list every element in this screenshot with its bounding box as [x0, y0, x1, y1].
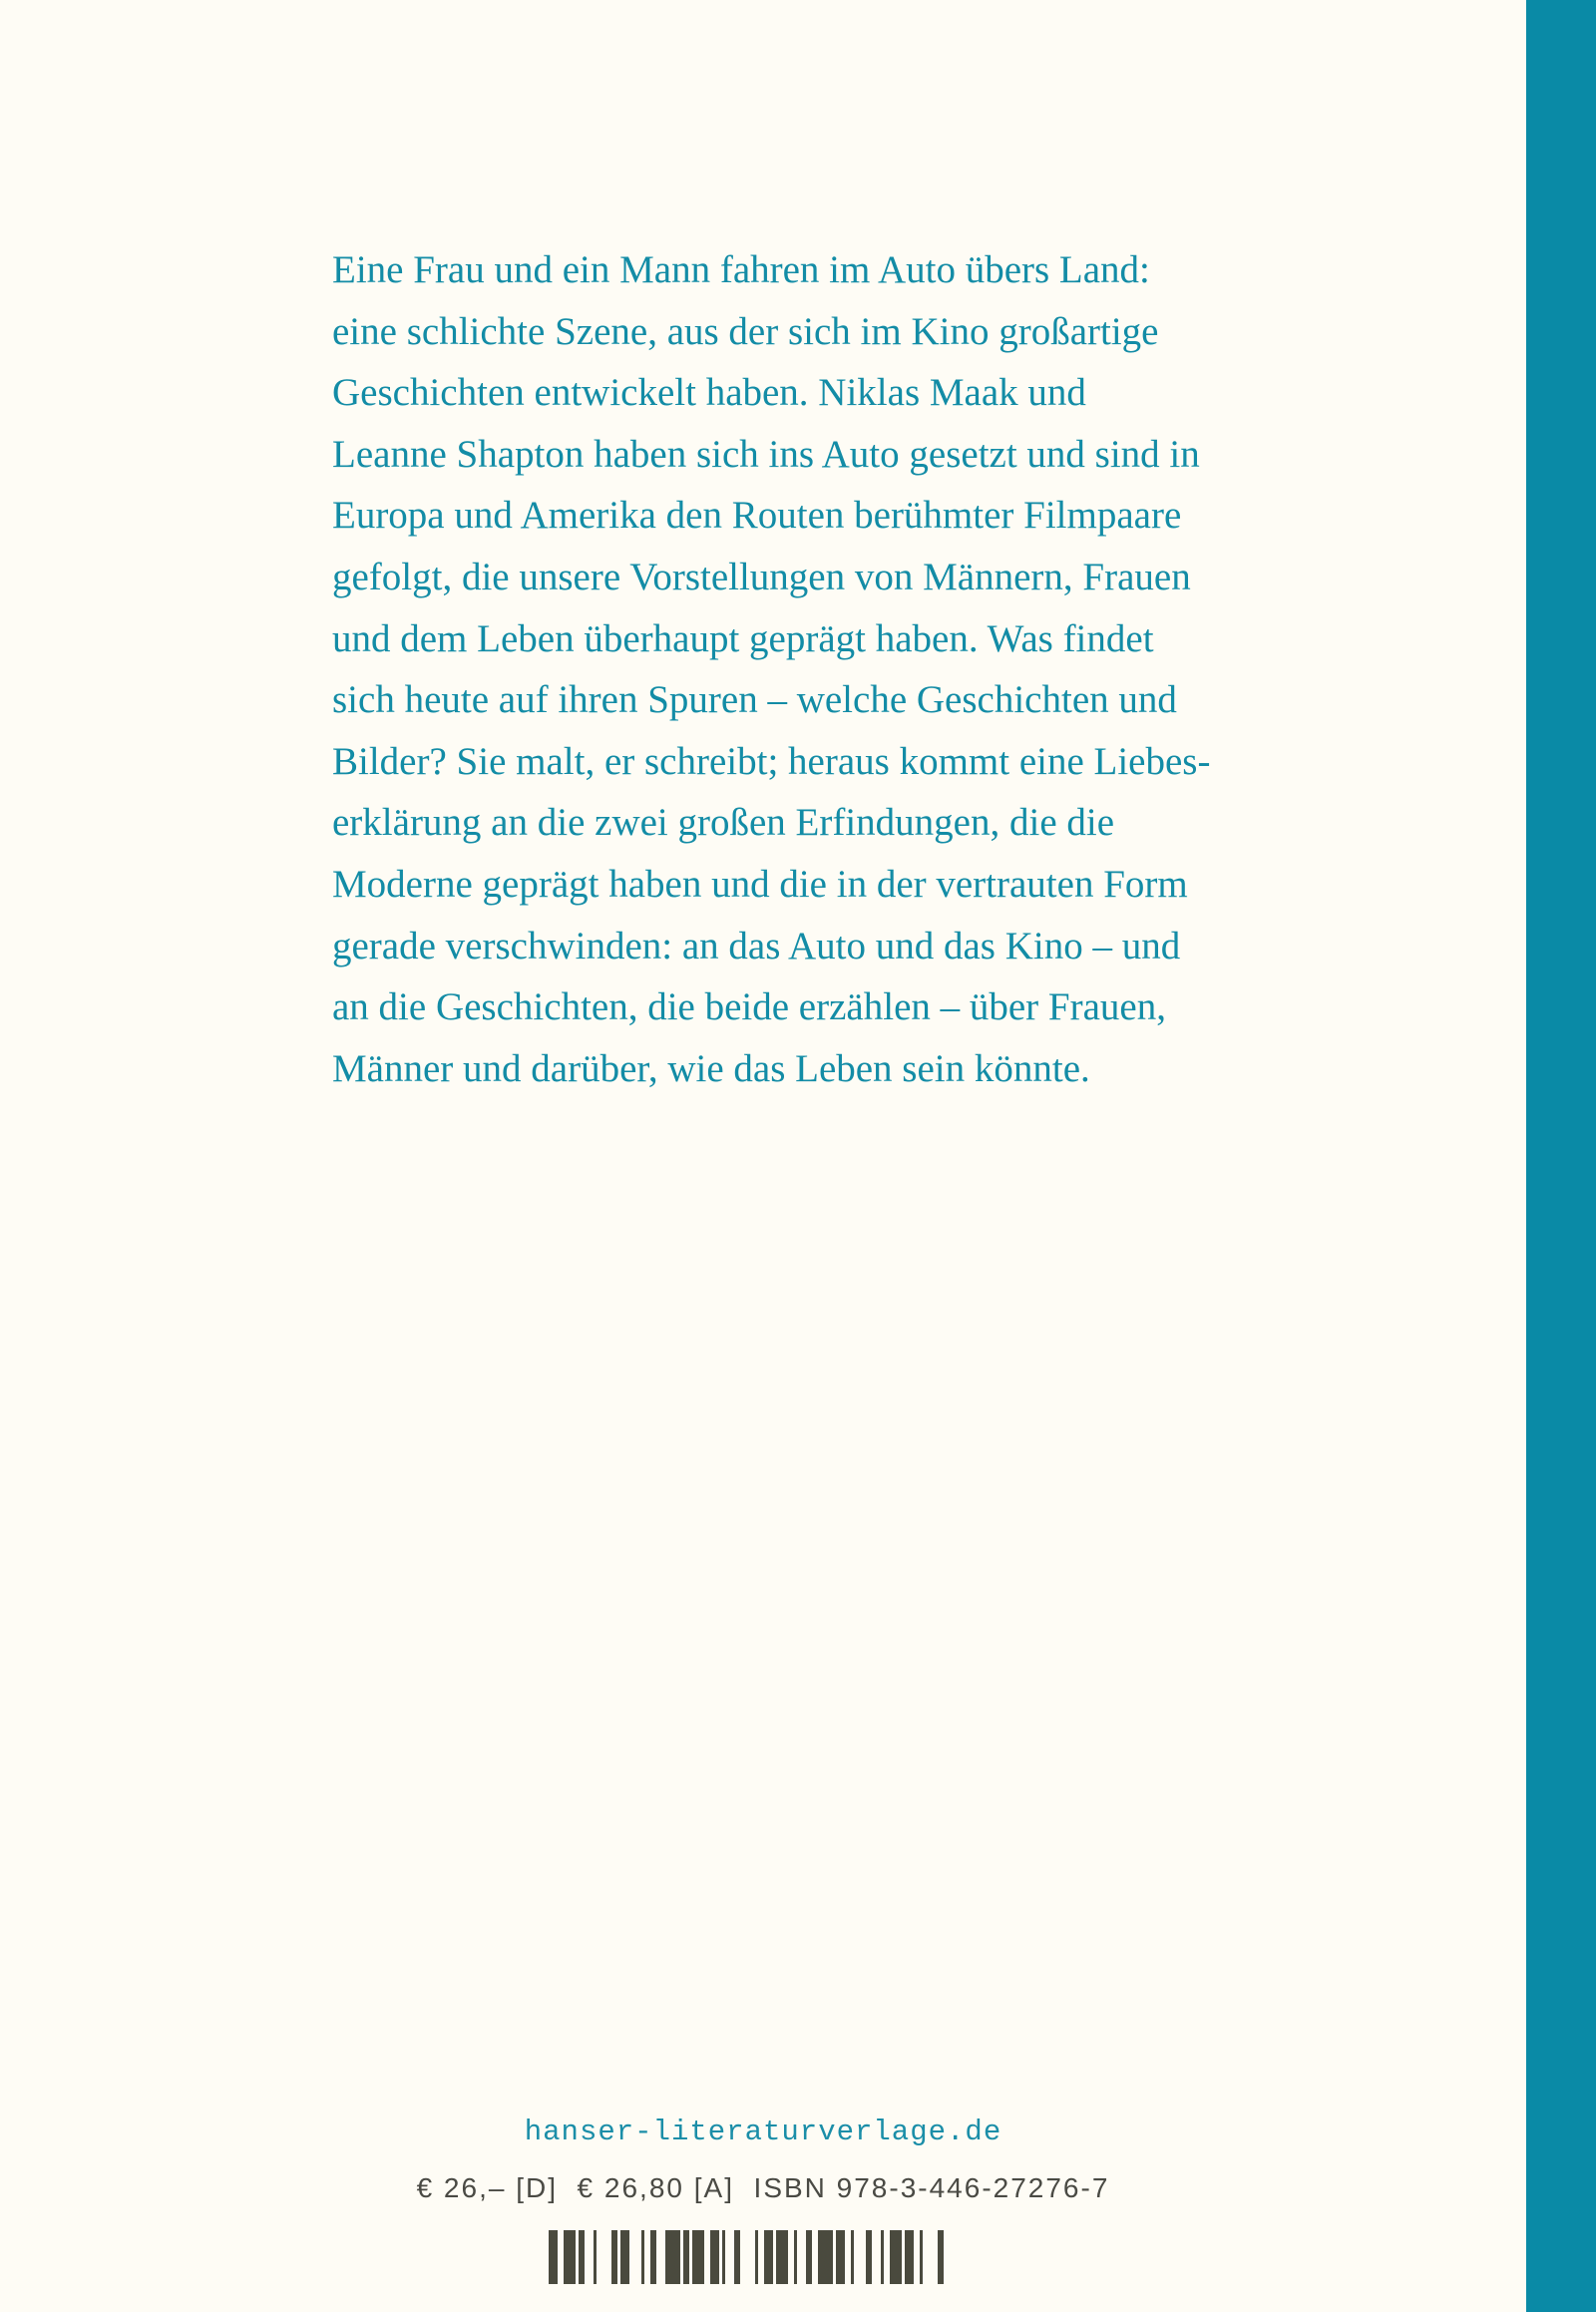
barcode-bar: [692, 2230, 704, 2284]
barcode-bar: [905, 2230, 914, 2284]
barcode-bar: [641, 2230, 644, 2284]
barcode-bar: [938, 2230, 944, 2284]
blurb-line: gerade verschwinden: an das Auto und das Kino – und: [332, 924, 1181, 967]
blurb-line: eine schlichte Szene, aus der sich im Kino großartige: [332, 309, 1159, 353]
barcode-bar: [665, 2230, 680, 2284]
barcode-bar: [836, 2230, 845, 2284]
barcode-bar: [776, 2230, 788, 2284]
barcode-bar: [710, 2230, 719, 2284]
barcode-bar: [611, 2230, 617, 2284]
blurb-text: [332, 239, 1290, 1099]
publisher-url: hanser-literaturverlage.de: [524, 2116, 1002, 2148]
blurb-line: an die Geschichten, die beide erzählen – über Frauen,: [332, 985, 1166, 1029]
barcode-bar: [794, 2230, 797, 2284]
barcode-bar: [866, 2230, 872, 2284]
barcode-bar: [755, 2230, 758, 2284]
blurb-line: sich heute auf ihren Spuren – welche Geschichten und: [332, 678, 1177, 722]
barcode-bar: [734, 2230, 740, 2284]
barcode-bar: [851, 2230, 854, 2284]
blurb-line: Geschichten entwickelt haben. Niklas Maak und: [332, 371, 1086, 415]
barcode-icon: [549, 2230, 980, 2284]
barcode-bar: [579, 2230, 585, 2284]
barcode-bar: [890, 2230, 902, 2284]
barcode-bar: [564, 2230, 576, 2284]
barcode-bar: [764, 2230, 773, 2284]
barcode-bar: [683, 2230, 689, 2284]
blurb-line: Bilder? Sie malt, er schreibt; heraus kommt eine Liebes-: [332, 739, 1211, 783]
barcode-bar: [650, 2230, 656, 2284]
barcode-bar: [620, 2230, 629, 2284]
blurb-line: erklärung an die zwei großen Erfindungen, die die: [332, 801, 1115, 845]
blurb-line: Männer und darüber, wie das Leben sein könnte.: [332, 1046, 1090, 1090]
price-isbn-line: € 26,– [D] € 26,80 [A] ISBN 978-3-446-27276-7: [416, 2172, 1110, 2203]
barcode-bar: [818, 2230, 833, 2284]
blurb-line: Moderne geprägt haben und die in der vertrauten Form: [332, 862, 1188, 906]
spine-edge: [1526, 0, 1596, 2312]
blurb-line: und dem Leben überhaupt geprägt haben. Was findet: [332, 616, 1154, 660]
barcode-bar: [881, 2230, 884, 2284]
barcode-bar: [594, 2230, 597, 2284]
barcode-bar: [920, 2230, 923, 2284]
blurb-line: Leanne Shapton haben sich ins Auto gesetzt und sind in: [332, 432, 1200, 476]
barcode-bar: [722, 2230, 725, 2284]
barcode-bar: [549, 2230, 558, 2284]
blurb-line: Europa und Amerika den Routen berühmter Filmpaare: [332, 494, 1182, 538]
blurb-line: Eine Frau und ein Mann fahren im Auto übers Land:: [332, 248, 1150, 291]
blurb-line: gefolgt, die unsere Vorstellungen von Männern, Frauen: [332, 555, 1191, 598]
barcode-bar: [806, 2230, 812, 2284]
